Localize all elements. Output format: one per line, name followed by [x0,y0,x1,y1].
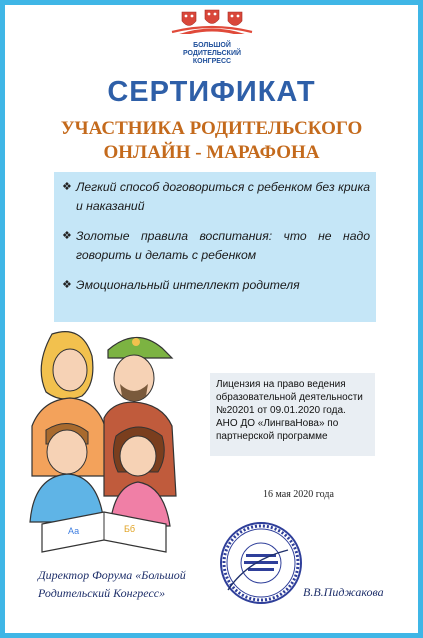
certificate-subtitle [0,117,423,165]
theatre-masks-icon [162,8,262,34]
topic-text: Легкий способ договориться с ребенком без крика и наказаний [76,180,370,213]
topic-item [64,227,370,265]
subtitle-line: УЧАСТНИКА РОДИТЕЛЬСКОГО [60,118,363,139]
signer-name: В.В.Пиджакова [303,585,384,599]
license-box [210,373,375,456]
director-line: Родительский Конгресс» [38,586,166,600]
official-stamp [218,520,304,606]
congress-logo [162,8,262,72]
book-letters-left: Аа [68,526,80,536]
topic-text: Золотые правила воспитания: что не надо говорить и делать с ребенком [76,229,370,262]
director-line: Директор Форума «Большой [38,568,186,582]
logo-line: БОЛЬШОЙ [193,42,231,49]
license-line: партнерской программе [216,431,328,442]
diamond-bullet-icon: ❖ [62,230,72,242]
family-illustration [12,326,198,558]
book-letters-right: Бб [124,524,136,534]
certificate-title: СЕРТИФИКАТ [107,76,316,108]
director-title [38,566,218,602]
license-line: образовательной деятельности [216,392,363,403]
diamond-bullet-icon: ❖ [62,279,72,291]
license-line: №20201 от 09.01.2020 года. [216,405,346,416]
topic-item [64,276,370,295]
issue-date: 16 мая 2020 года [263,489,334,500]
logo-text [162,42,262,66]
logo-line: КОНГРЕСС [192,58,232,65]
license-line: АНО ДО «ЛингваНова» по [216,418,339,429]
topic-text: Эмоциональный интеллект родителя [76,278,300,292]
diamond-bullet-icon: ❖ [62,181,72,193]
subtitle-line: ОНЛАЙН - МАРАФОНА [103,142,320,163]
topic-item [64,178,370,216]
logo-line: РОДИТЕЛЬСКИЙ [182,50,242,57]
license-line: Лицензия на право ведения [216,379,346,390]
topics-box [54,172,376,322]
